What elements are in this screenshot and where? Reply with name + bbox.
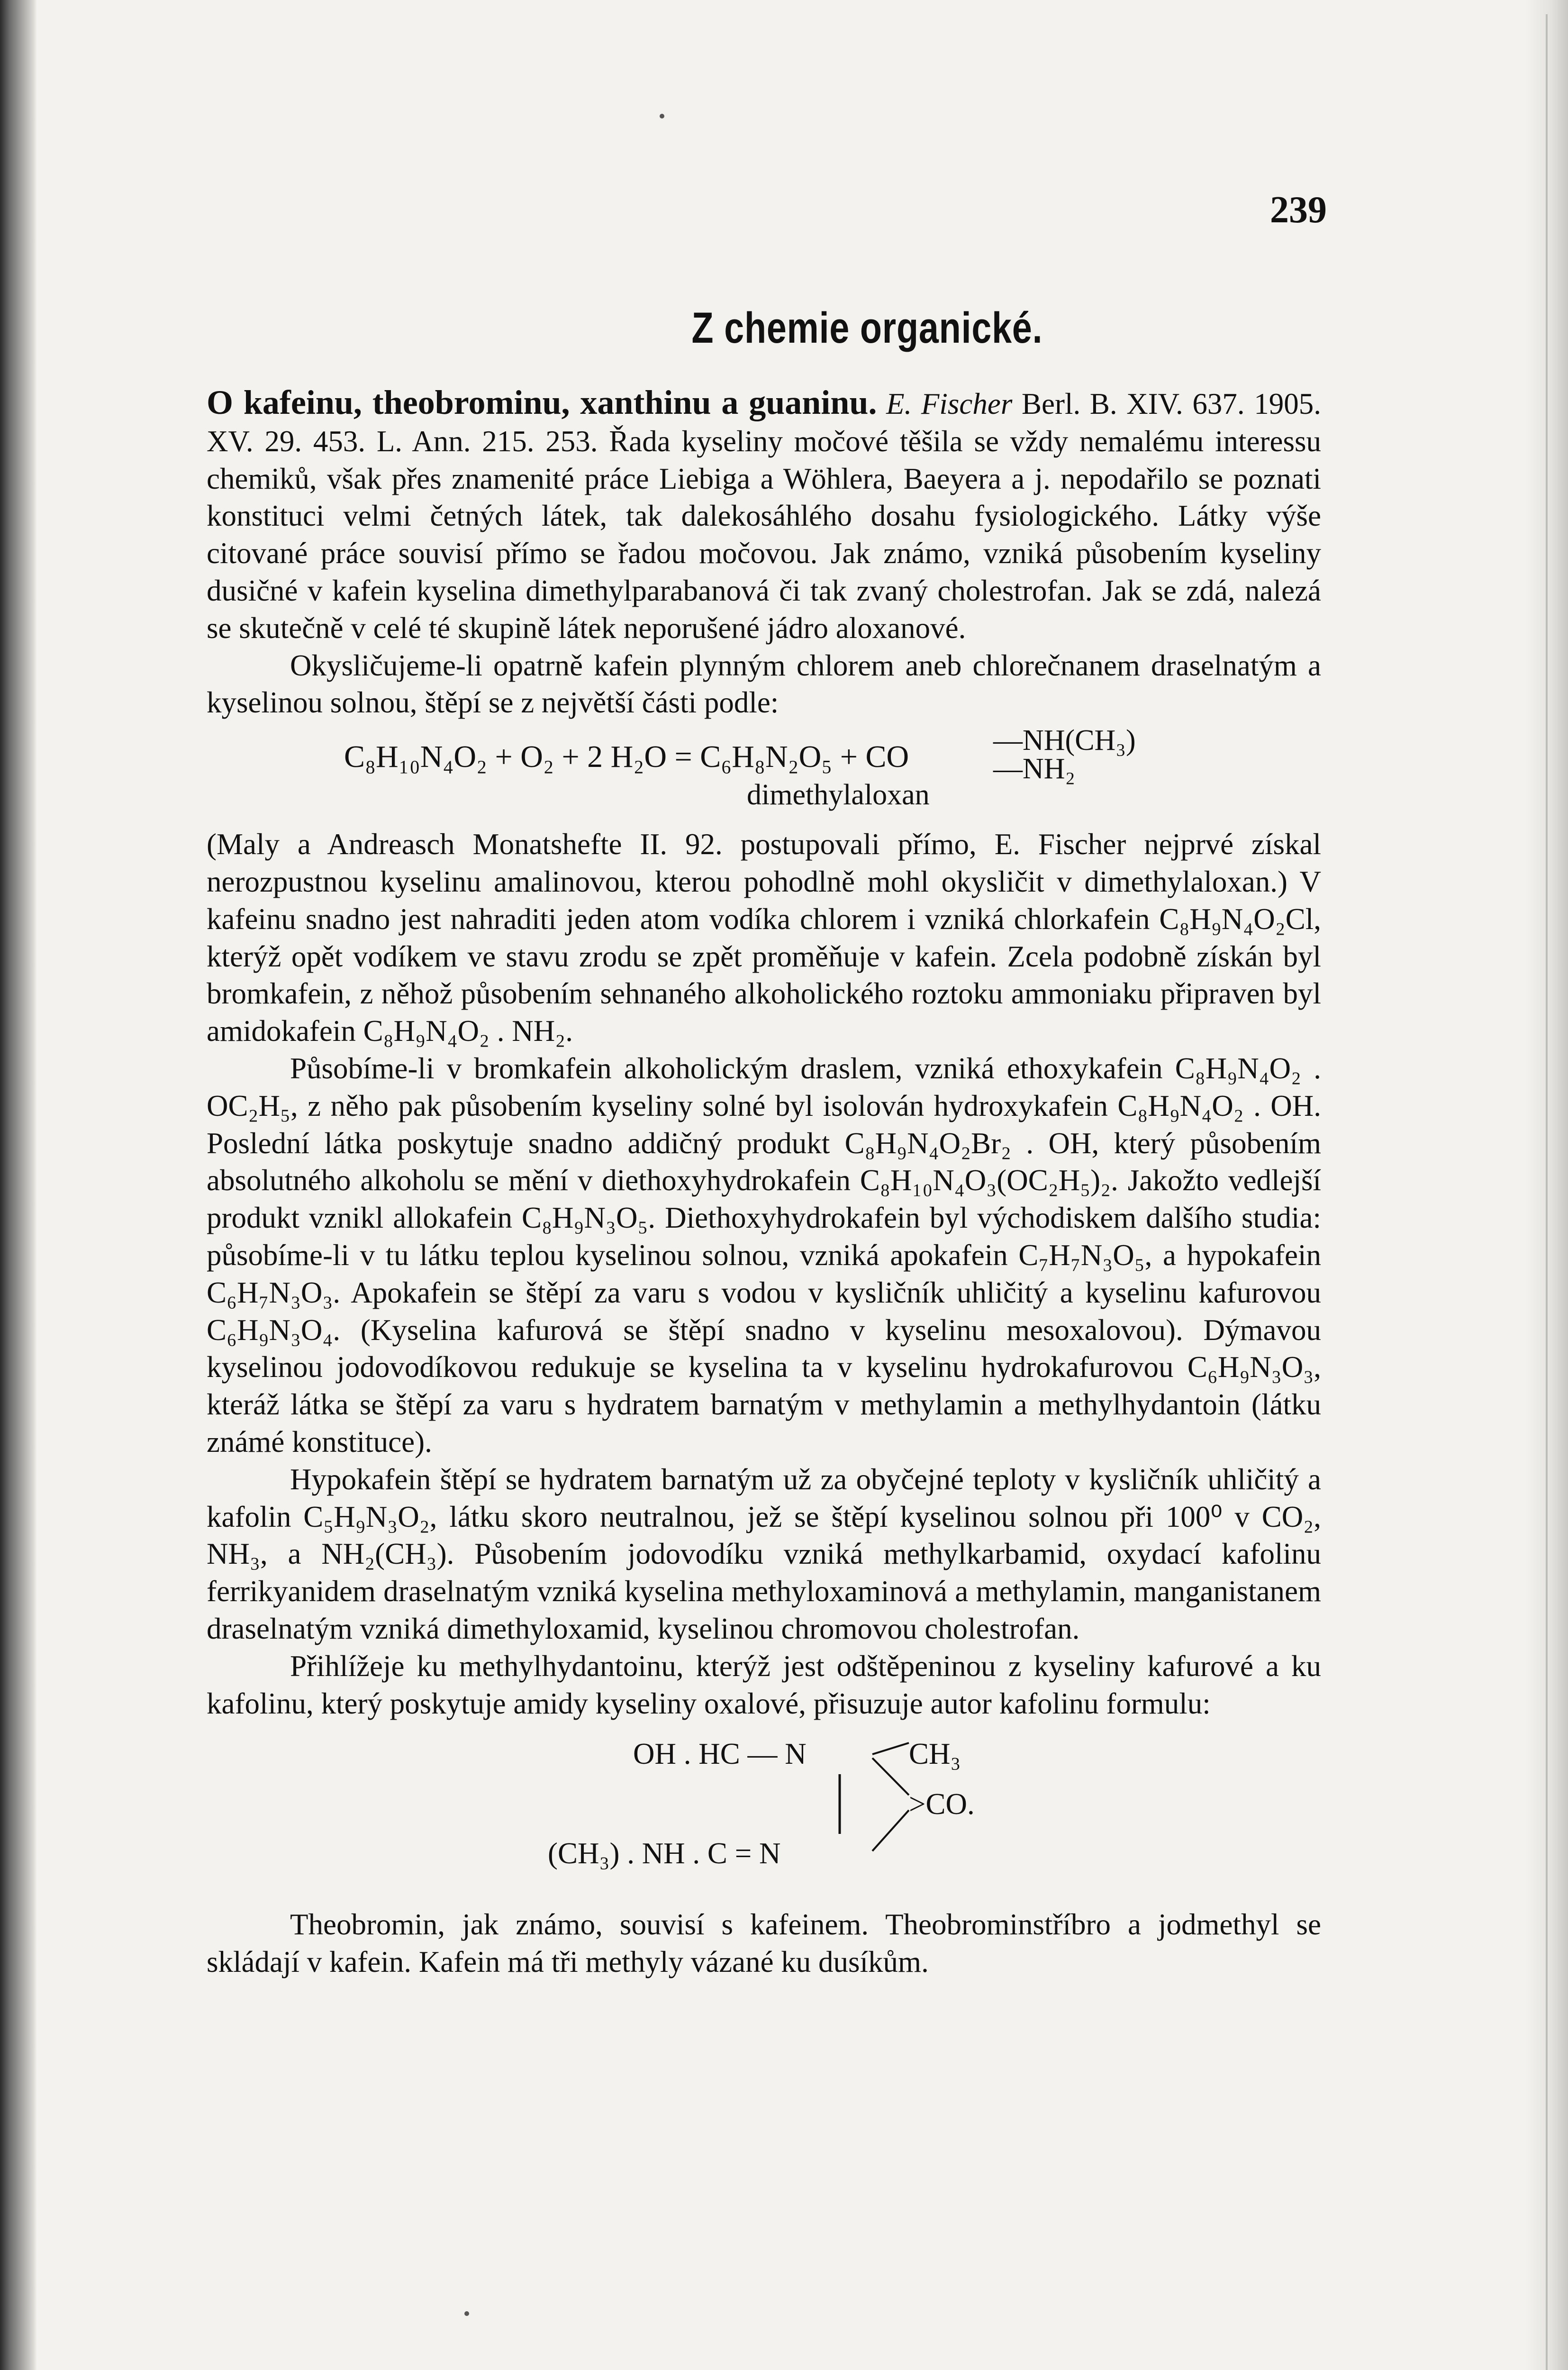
article-heading: O kafeinu, theobrominu, xanthinu a guaninu. [207,383,877,421]
binding-edge [0,0,37,2370]
paragraph-hypokafein: Hypokafein štěpí se hydratem barnatým už za obyčejné teploty v kysličník uhličitý a kafolin C₅H₉N₃O₂, látku skoro neutralnou, jež se štěpí kyselinou solnou při 100⁰ v CO₂, NH₃, a NH₂(CH₃). Působením jodovodíku vzniká methylkarbamid, oxydací kafolinu ferrikyanidem draselnatým vzniká kyselina methyloxaminová a methylamin, manganistanem draselnatým vzniká dimethyloxamid, kyselinou chromovou cholestrofan. [207,1462,1321,1645]
equation-substituents [993,726,1136,783]
paragraph-intro: Řada kyseliny močové těšila se vždy nemalému interessu chemiků, však přes znamenité práce Liebiga a Wöhlera, Baeyera a j. nepodařilo se poznati konstituci velmi četných látek, tak dalekosáhlého dosahu fysiologického. Látky výše citované práce souvisí přímo se řadou močovou. Jak známo, vzniká působením kyseliny dusičné v kafein kyselina dimethylparabanová či tak zvaný cholestrofan. Jak se zdá, nalezá se skutečně v celé té skupině látek neporušené jádro aloxanové. [207,424,1321,645]
paragraph-bromkafein: Působíme-li v bromkafein alkoholickým draslem, vzniká ethoxykafein C₈H₉N₄O₂ . OC₂H₅, z něho pak působením kyseliny solné byl isolován hydroxykafein C₈H₉N₄O₂ . OH. Poslední látka poskytuje snadno addičný produkt C₈H₉N₄O₂Br₂ . OH, který působením absolutného alkoholu se mění v diethoxyhydrokafein C₈H₁₀N₄O₃(OC₂H₅)₂. Jakožto vedlejší produkt vznikl allokafein C₈H₉N₃O₅. Diethoxyhydrokafein byl východiskem dalšího studia: působíme-li v tu látku teplou kyselinou solnou, vzniká apokafein C₇H₇N₃O₅, a hypokafein C₆H₇N₃O₃. Apokafein se štěpí za varu s vodou v kysličník uhličitý a kyselinu kafurovou C₆H₉N₃O₄. (Kyselina kafurová se štěpí snadno v kyselinu mesoxalovou). Dýmavou kyselinou jodovodíkovou redukuje se kyselina ta v kyselinu hydrokafurovou C₆H₉N₃O₃, kteráž látka se štěpí za varu s hydratem barnatým v methylamin a methylhydantoin (látku známé konstituce). [207,1051,1321,1458]
article-author: E. Fischer [886,387,1013,420]
formula-bonds [207,1729,1321,1895]
article-body [207,384,1321,1981]
equation-lhs: C₈H₁₀N₄O₂ + O₂ + 2 H₂O = C₆H₈N₂O₅ + CO [344,739,909,775]
paragraph-maly-andreasch: (Maly a Andreasch Monatshefte II. 92. postupovali přímo, E. Fischer nejprvé získal nerozpustnou kyselinu amalinovou, kterou pohodlně mohl okysličit v dimethylaloxan.) V kafeinu snadno jest nahraditi jeden atom vodíka chlorem i vzniká chlorkafein C₈H₉N₄O₂Cl, kterýž opět vodíkem ve stavu zrodu se zpět proměňuje v kafein. Zcela podobně získán byl bromkafein, z něhož působením sehnaného alkoholického roztoku ammoniaku připraven byl amidokafein C₈H₉N₄O₂ . NH₂. [207,828,1321,1048]
kafolin-formula [207,1729,1321,1895]
print-speck [660,114,664,118]
formula-row-bottom: (CH₃) . NH . C = N [548,1837,781,1870]
formula-row-top: OH . HC — N [633,1737,807,1771]
equation-caffeine-oxidation [207,724,1321,812]
formula-bond-n-co [872,1758,909,1795]
equation-sub-top: —NH(CH₃) [993,724,1136,757]
page-edge-rule [1546,14,1548,2370]
page-number: 239 [1270,189,1327,231]
paragraph-oxidation: Okysličujeme-li opatrně kafein plynným chlorem aneb chlorečnanem draselnatým a kyselinou solnou, štěpí se z největší části podle: [207,648,1321,720]
reference-line: Berl. B. XIV. 637. 1905. XV. 29. 453. L. Ann. 215. 253. [207,387,1322,458]
equation-caption: dimethylaloxan [747,779,930,811]
formula-ch3: CH₃ [909,1737,961,1771]
section-title: Z chemie organické. [691,304,1043,352]
paragraph-methylhydantoin: Přihlížeje ku methylhydantoinu, kterýž jest odštěpeninou z kyseliny kafurové a ku kafolinu, který poskytuje amidy kyseliny oxalové, přisuzuje autor kafolinu formulu: [207,1649,1321,1720]
print-speck [464,2311,469,2316]
formula-bond-n-co-lower [872,1810,909,1851]
equation-sub-bottom: —NH₂ [993,753,1076,785]
article-heading-line [207,384,1321,647]
formula-co: >CO. [909,1787,975,1821]
paragraph-theobromin: Theobromin, jak známo, souvisí s kafeinem. Theobrominstříbro a jodmethyl se skládají v kafein. Kafein má tři methyly vázané ku dusíkům. [207,1908,1321,1979]
formula-bond-n-ch3 [872,1743,909,1754]
